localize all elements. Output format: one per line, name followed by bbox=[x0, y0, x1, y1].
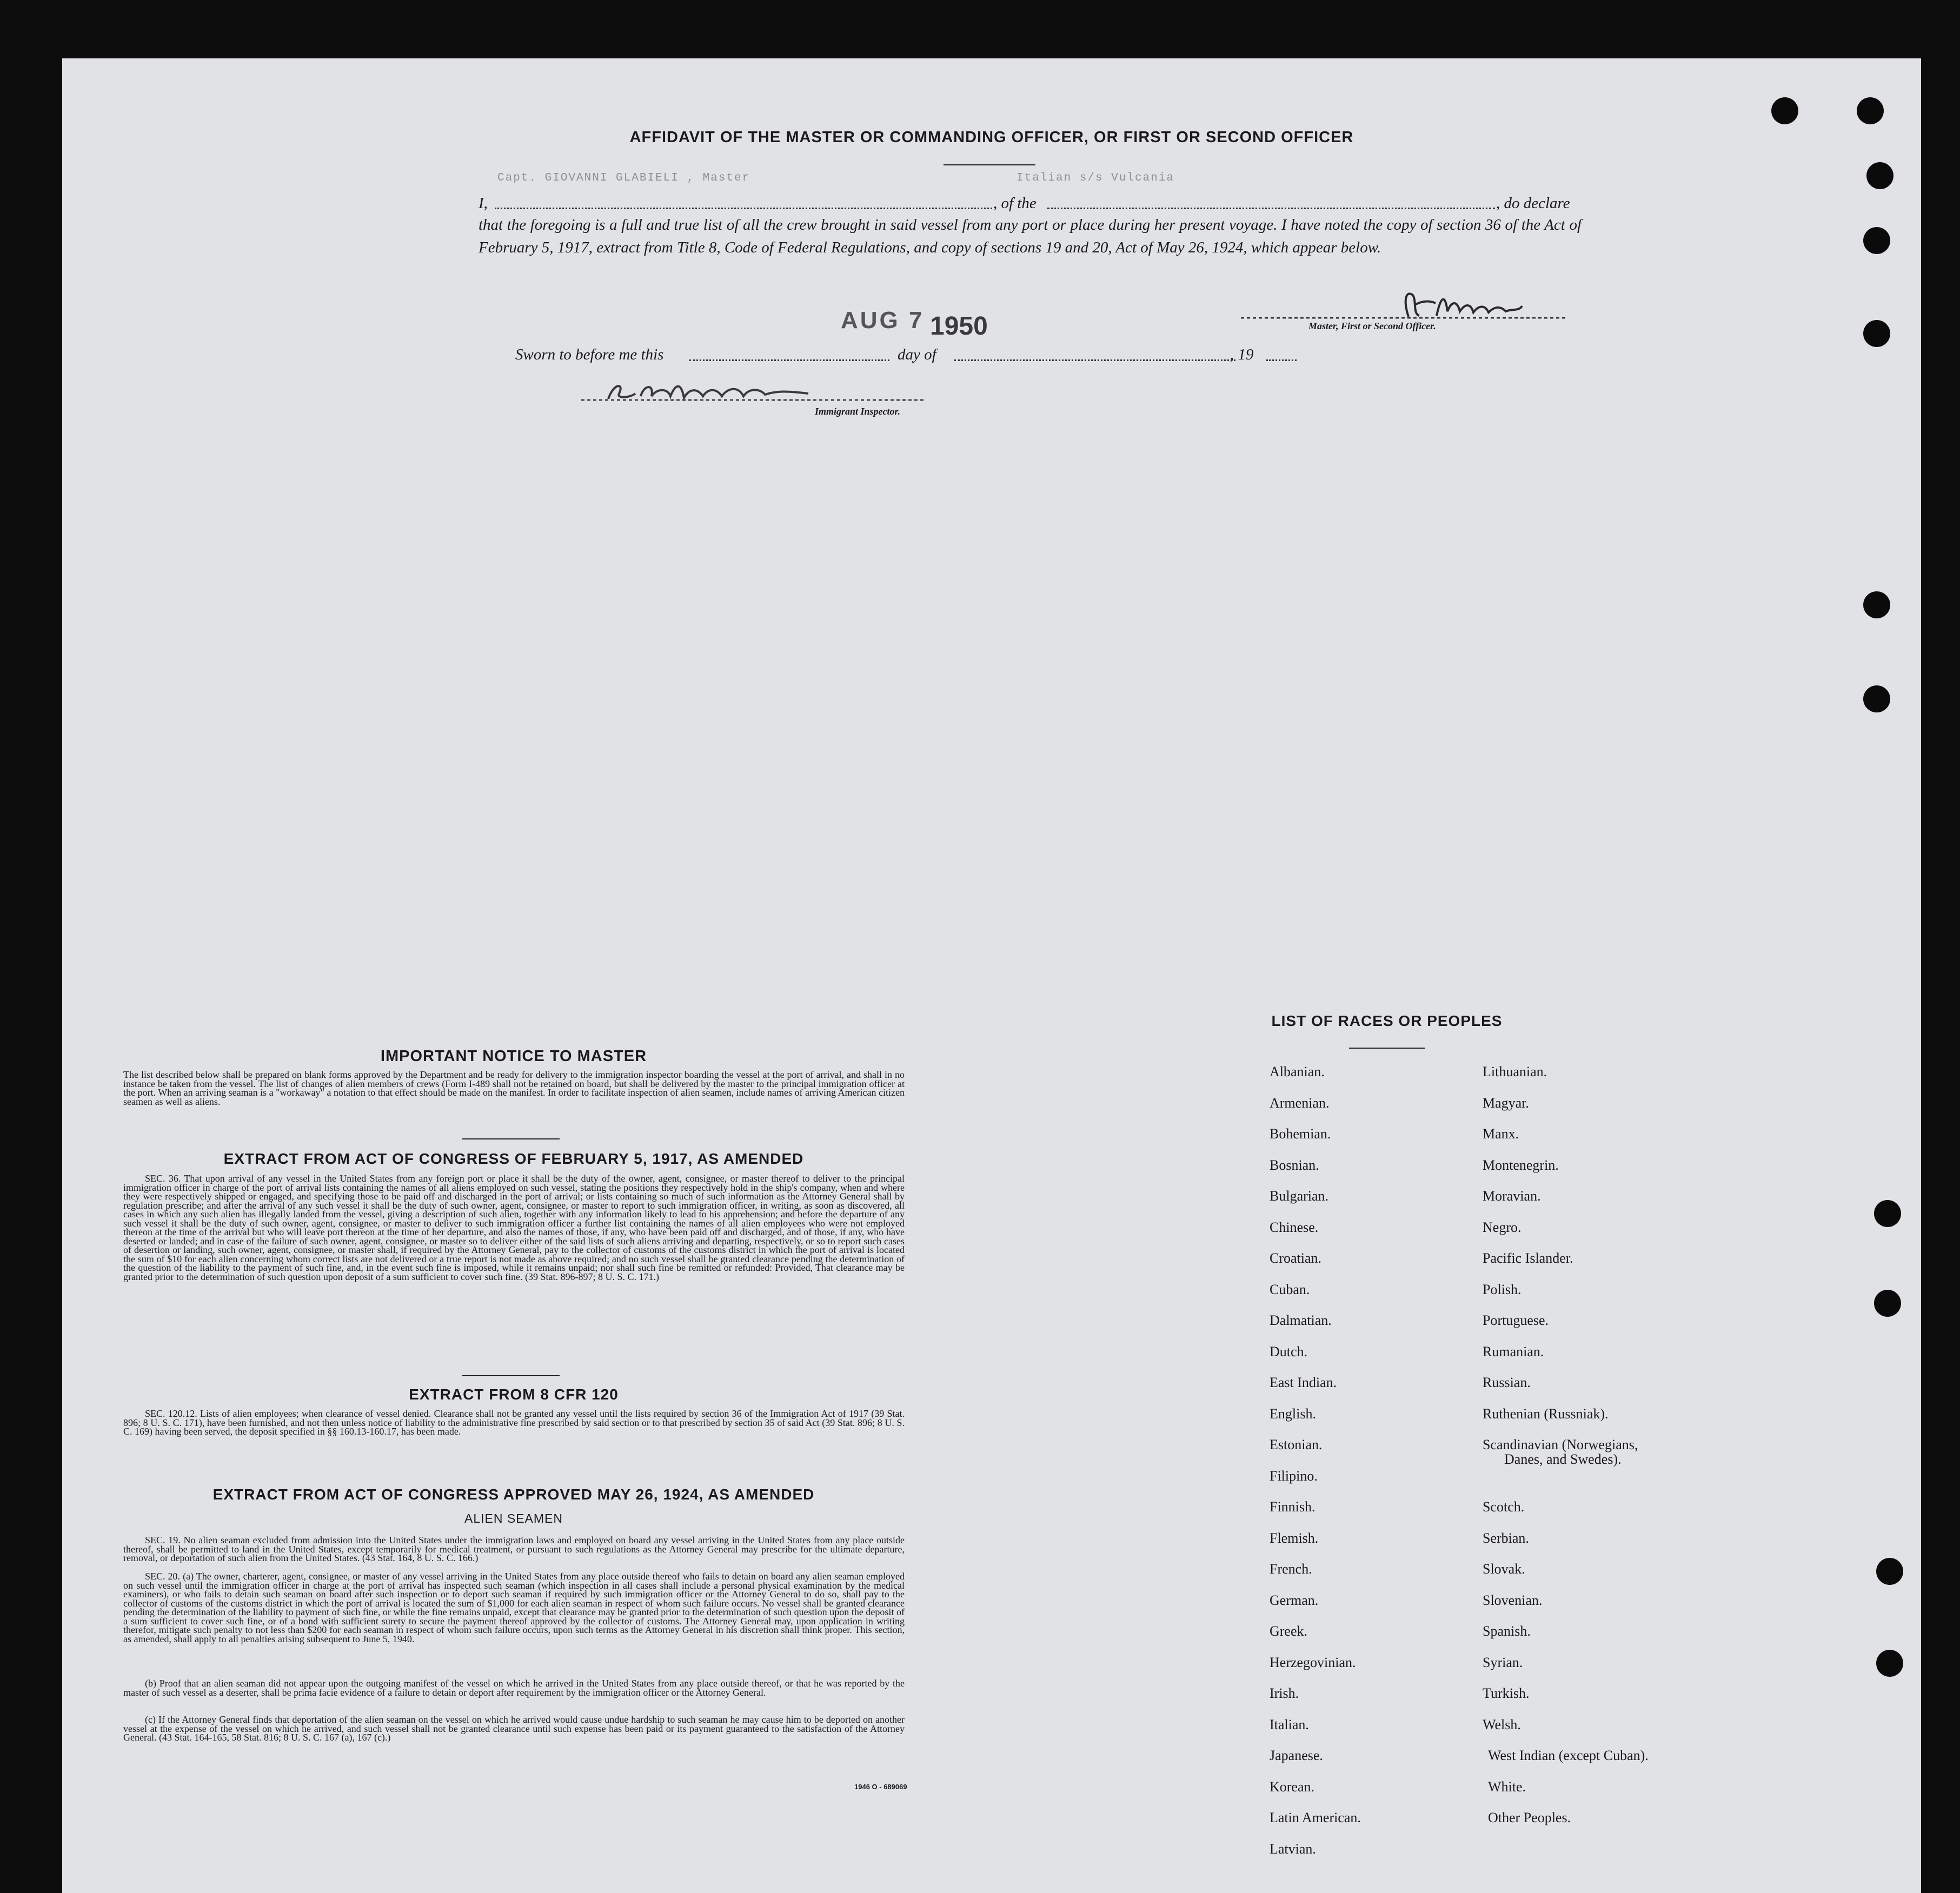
name-line bbox=[495, 208, 992, 209]
race-left-item: Bohemian. bbox=[1270, 1126, 1331, 1142]
race-left-item: Estonian. bbox=[1270, 1437, 1323, 1452]
punch-hole bbox=[1863, 685, 1890, 712]
race-left-item: Chinese. bbox=[1270, 1219, 1319, 1235]
race-right-item: Pacific Islander. bbox=[1483, 1250, 1573, 1266]
punch-hole bbox=[1857, 97, 1884, 124]
race-right-item: Serbian. bbox=[1483, 1530, 1529, 1546]
punch-hole bbox=[1866, 162, 1893, 189]
date-stamp-year: 1950 bbox=[930, 312, 988, 341]
do-declare-label: , do declare bbox=[1496, 195, 1570, 212]
race-right-item: Manx. bbox=[1483, 1126, 1519, 1142]
sworn-label: Sworn to before me this bbox=[515, 346, 664, 363]
race-right-item: Scandinavian (Norwegians, bbox=[1483, 1437, 1638, 1452]
race-left-item: Cuban. bbox=[1270, 1282, 1310, 1297]
punch-hole bbox=[1863, 320, 1890, 347]
extract-cfr-body: SEC. 120.12. Lists of alien employees; when clearance of vessel denied. Clearance shall not be granted any vessel until the lists required by section 36 of the Immigration Act of 1917 (39 Stat. 896; 8 U. S. C. 171), have been furnished, and not then unless notice of liability to the administrative fine prescribed by said section or to that prescribed by section 35 of said Act (39 Stat. 896; 8 U. S. C. 169) having been served, the deposit specified in §§ 160.13-160.17, has been made. bbox=[123, 1408, 905, 1437]
year-line bbox=[1266, 359, 1297, 361]
race-right-item: Welsh. bbox=[1483, 1717, 1521, 1732]
notice-title: IMPORTANT NOTICE TO MASTER bbox=[380, 1048, 647, 1065]
race-right-item: Spanish. bbox=[1483, 1623, 1531, 1639]
race-right-item: Slovak. bbox=[1483, 1561, 1525, 1577]
race-right-item: Ruthenian (Russniak). bbox=[1483, 1406, 1609, 1422]
extract-1917-title: EXTRACT FROM ACT OF CONGRESS OF FEBRUARY 5, 1917, AS AMENDED bbox=[223, 1150, 804, 1167]
race-right-item: Scotch. bbox=[1483, 1499, 1525, 1515]
race-left-item: Dutch. bbox=[1270, 1344, 1308, 1359]
race-left-item: East Indian. bbox=[1270, 1375, 1337, 1390]
typed-vessel-name: Italian s/s Vulcania bbox=[1016, 172, 1175, 184]
inspector-caption: Immigrant Inspector. bbox=[815, 406, 901, 417]
alien-seamen-subtitle: ALIEN SEAMEN bbox=[464, 1511, 563, 1525]
title-rule bbox=[944, 164, 1035, 165]
vessel-line bbox=[1047, 208, 1495, 209]
month-line bbox=[954, 359, 1235, 361]
race-right-item: Slovenian. bbox=[1483, 1592, 1543, 1608]
race-left-item: Latin American. bbox=[1270, 1810, 1361, 1825]
race-left-item: Herzegovinian. bbox=[1270, 1655, 1356, 1670]
declaration-body: that the foregoing is a full and true list of all the crew brought in said vessel from any port or place during her present voyage. I have noted the copy of section 36 of the Act of February 5, 1917, extract from Title 8, Code of Federal Regulations, and copy of sections 19 and 20, Act of May 26, 1924, which appear below. bbox=[479, 216, 1582, 256]
race-left-item: Latvian. bbox=[1270, 1841, 1316, 1857]
document-page bbox=[62, 58, 1921, 1893]
race-right-item: Moravian. bbox=[1483, 1188, 1541, 1204]
race-right-item: Russian. bbox=[1483, 1375, 1531, 1390]
race-right-item: Montenegrin. bbox=[1483, 1157, 1559, 1173]
race-left-item: Armenian. bbox=[1270, 1095, 1330, 1111]
race-left-item: English. bbox=[1270, 1406, 1316, 1422]
notice-rule bbox=[462, 1138, 560, 1139]
race-right-item: White. bbox=[1488, 1779, 1526, 1795]
section-19-body: SEC. 19. No alien seaman excluded from admission into the United States under the immigration laws and employed on board any vessel arriving in the United States from any place outside thereof, shall be permitted to land in the United States, except temporarily for medical treatment, or pursuant to such regulations as the Attorney General may prescribe for the ultimate departure, removal, or deportation of such alien from the United States. (43 Stat. 164, 8 U. S. C. 166.) bbox=[123, 1535, 905, 1563]
notice-body: The list described below shall be prepared on blank forms approved by the Department and be ready for delivery to the immigration inspector boarding the vessel at the port of arrival, and shall in no instance be taken from the vessel. The list of changes of alien members of crews (Form I-489 shall not be retained on board, but shall be delivered by the master to the principal immigration officer at the port. When an arriving seaman is a "workaway" a notation to that effect should be made on the manifest. In order to facilitate inspection of alien seamen, include names of arriving American citizen seamen as well as aliens. bbox=[123, 1069, 905, 1107]
race-left-item: Albanian. bbox=[1270, 1064, 1325, 1079]
inspector-signature bbox=[581, 372, 927, 410]
races-rule bbox=[1349, 1048, 1425, 1049]
race-left-item: Dalmatian. bbox=[1270, 1312, 1332, 1328]
race-left-item: Filipino. bbox=[1270, 1468, 1318, 1484]
section-20b-body: (b) Proof that an alien seaman did not appear upon the outgoing manifest of the vessel on which he arrived in the United States from any place outside thereof, or that he was reported by the master of such vessel as a deserter, shall be prima facie evidence of a failure to detain or deport after requirement by the immigration officer or the Attorney General. bbox=[123, 1678, 905, 1698]
section-20c-body: (c) If the Attorney General finds that deportation of the alien seaman on the vessel on which he arrived would cause undue hardship to such seaman he may cause him to be deported on another vessel at the expense of the vessel on which he arrived, and such vessel shall not be granted clearance until such expense has been paid or its payment guaranteed to the satisfaction of the Attorney General. (43 Stat. 164-165, 58 Stat. 816; 8 U. S. C. 167 (a), 167 (c).) bbox=[123, 1714, 905, 1743]
race-left-item: Finnish. bbox=[1270, 1499, 1315, 1515]
race-right-item: Syrian. bbox=[1483, 1655, 1523, 1670]
of-the-label: , of the bbox=[993, 195, 1037, 212]
punch-hole bbox=[1771, 97, 1798, 124]
i-label: I, bbox=[479, 195, 488, 212]
race-left-item: Italian. bbox=[1270, 1717, 1309, 1732]
extract-1917-body: SEC. 36. That upon arrival of any vessel in the United States from any foreign port or place it shall be the duty of the owner, agent, consignee, or master thereof to deliver to the principal immigration officer in charge of the port of arrival lists containing the names of all aliens employed on such vessel, stating the positions they respectively hold in the ship's company, when and where they were respectively shipped or engaged, and specifying those to be paid off and discharged in the port of arrival; or lists containing so much of such information as the Attorney General shall by regulation prescribe; and after the arrival of any such vessel it shall be the duty of such owner, agent, consignee, or master to report to such immigration officer, in writing, as soon as discovered, all cases in which any such alien has illegally landed from the vessel, giving a description of such alien, together with any information likely to lead to his apprehension; and before the departure of any such vessel it shall be the duty of such owner, agent, consignee, or master to deliver to such immigration officer a further list containing the names of all alien employees who were not employed thereon at the time of the arrival but who will leave port thereon at the time of her departure, and also the names of those, if any, who have been paid off and discharged, and of those, if any, who have deserted or landed; and in case of the failure of such owner, agent, consignee, or master so to deliver either of the said lists of such aliens arriving and departing, respectively, or so to report such cases of desertion or landing, such owner, agent, consignee, or master shall, if required by the Attorney General, pay to the collector of customs of the customs district in which the port of arrival is located the sum of $10 for each alien concerning whom correct lists are not delivered or a true report is not made as above required; and no such vessel shall be granted clearance pending the determination of the question of the liability to the payment of such fine, and, in the event such fine is imposed, while it remains unpaid; nor shall such fine be remitted or refunded: Provided, That clearance may be granted prior to the determination of such question upon deposit of a sum sufficient to cover such fine. (39 Stat. 896-897; 8 U. S. C. 171.) bbox=[123, 1173, 905, 1282]
races-title: LIST OF RACES OR PEOPLES bbox=[1271, 1012, 1503, 1029]
extract-1924-title: EXTRACT FROM ACT OF CONGRESS APPROVED MAY 26, 1924, AS AMENDED bbox=[212, 1486, 815, 1503]
punch-hole bbox=[1874, 1290, 1901, 1317]
race-left-item: Greek. bbox=[1270, 1623, 1308, 1639]
race-right-item: Turkish. bbox=[1483, 1685, 1530, 1701]
extract-cfr-title: EXTRACT FROM 8 CFR 120 bbox=[409, 1386, 619, 1403]
master-caption: Master, First or Second Officer. bbox=[1308, 321, 1436, 331]
date-stamp: AUG 7 bbox=[841, 307, 925, 334]
punch-hole bbox=[1863, 227, 1890, 254]
day-of-label: day of bbox=[898, 346, 936, 363]
race-right-item: West Indian (except Cuban). bbox=[1488, 1748, 1649, 1763]
extract-1917-rule bbox=[462, 1375, 560, 1376]
punch-hole bbox=[1876, 1558, 1903, 1585]
race-right-item: Other Peoples. bbox=[1488, 1810, 1571, 1825]
race-right-item: Magyar. bbox=[1483, 1095, 1529, 1111]
race-left-item: Korean. bbox=[1270, 1779, 1315, 1795]
race-right-item: Polish. bbox=[1483, 1282, 1522, 1297]
race-right-item: Portuguese. bbox=[1483, 1312, 1549, 1328]
race-left-item: Japanese. bbox=[1270, 1748, 1323, 1763]
year-label: , 19 bbox=[1230, 346, 1254, 363]
punch-hole bbox=[1863, 591, 1890, 618]
affidavit-title: AFFIDAVIT OF THE MASTER OR COMMANDING OFFICER, OR FIRST OR SECOND OFFICER bbox=[629, 129, 1354, 146]
section-20a-body: SEC. 20. (a) The owner, charterer, agent, consignee, or master of any vessel arriving in the United States from any place outside thereof who fails to detain on board any alien seaman employed on such vessel until the immigration officer in charge at the port of arrival has inspected such seaman (which inspection in all cases shall include a personal physical examination by the medical examiners), or who fails to detain such seaman on board after such inspection or to deport such seaman if required by such immigration officer or the Attorney General to do so, shall pay to the collector of customs of the customs district in which the port of arrival is located the sum of $1,000 for each alien seaman in respect of whom such failure occurs. No vessel shall be granted clearance pending the determination of the liability to payment of such fine, or while the fine remains unpaid, except that clearance may be granted prior to the determination of such question upon the deposit of a sum sufficient to cover such fine, or of a bond with sufficient surety to secure the payment thereof approved by the collector of customs. The Attorney General may, upon application in writing therefor, mitigate such penalty to not less than $200 for each seaman in respect of whom such failure occurs, upon such terms as the Attorney General in his discretion shall think proper. This section, as amended, shall apply to all penalties arising subsequent to June 5, 1940. bbox=[123, 1571, 905, 1644]
race-left-item: Bulgarian. bbox=[1270, 1188, 1329, 1204]
race-left-item: French. bbox=[1270, 1561, 1312, 1577]
day-line bbox=[689, 359, 889, 361]
race-right-item: Lithuanian. bbox=[1483, 1064, 1547, 1079]
race-left-item: Flemish. bbox=[1270, 1530, 1319, 1546]
race-left-item: German. bbox=[1270, 1592, 1319, 1608]
race-right-item: Danes, and Swedes). bbox=[1504, 1451, 1622, 1467]
race-left-item: Irish. bbox=[1270, 1685, 1299, 1701]
race-right-item: Rumanian. bbox=[1483, 1344, 1544, 1359]
punch-hole bbox=[1876, 1650, 1903, 1677]
race-left-item: Bosnian. bbox=[1270, 1157, 1319, 1173]
punch-hole bbox=[1874, 1200, 1901, 1227]
race-left-item: Croatian. bbox=[1270, 1250, 1322, 1266]
print-code: 1946 O - 689069 bbox=[854, 1783, 907, 1791]
race-right-item: Negro. bbox=[1483, 1219, 1522, 1235]
typed-master-name: Capt. GIOVANNI GLABIELI , Master bbox=[497, 172, 750, 184]
